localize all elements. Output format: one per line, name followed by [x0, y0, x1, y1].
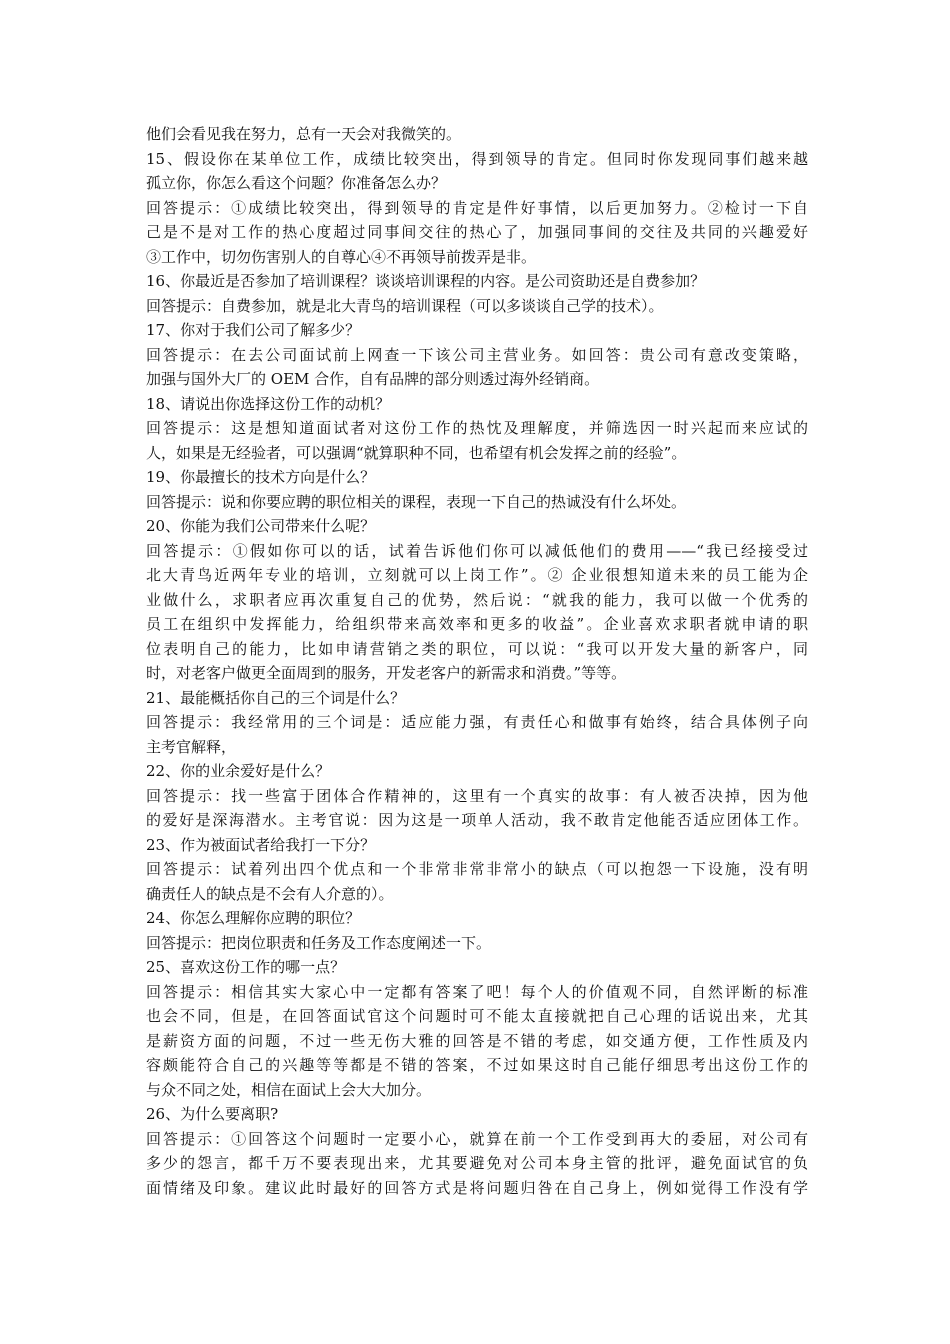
text-line: 人，如果是无经验者，可以强调“就算职种不同，也希望有机会发挥之前的经验”。: [146, 443, 687, 462]
text-line: 19、你最擅长的技术方向是什么？: [146, 468, 376, 486]
text-line: ③工作中，切勿伤害别人的自尊心④不再领导前拨弄是非。: [146, 247, 537, 266]
text-line: 的爱好是深海潜水。主考官说：因为这是一项单人活动，我不敢肯定他能否适应团体工作。: [146, 811, 808, 829]
text-line: 主考官解释，: [146, 737, 237, 756]
text-line: 回答提示：我经常用的三个词是：适应能力强，有责任心和做事有始终，结合具体例子向: [146, 713, 808, 731]
document-page: [146, 122, 808, 1200]
text-line: 回答提示：①假如你可以的话，试着告诉他们你可以减低他们的费用——“我已经接受过: [146, 541, 808, 560]
text-line: 多少的怨言，都千万不要表现出来，尤其要避免对公司本身主管的批评，避免面试官的负: [146, 1154, 808, 1172]
text-line: 业做什么，求职者应再次重复自己的优势，然后说：“就我的能力，我可以做一个优秀的: [146, 590, 808, 609]
text-line: 回答提示：这是想知道面试者对这份工作的热忱及理解度，并筛选因一时兴起而来应试的: [146, 419, 808, 437]
text-line: 回答提示：说和你要应聘的职位相关的课程，表现一下自己的热诚没有什么坏处。: [146, 492, 687, 511]
text-line: 20、你能为我们公司带来什么呢？: [146, 517, 376, 535]
text-line: 时，对老客户做更全面周到的服务，开发老客户的新需求和消费。”等等。: [146, 664, 627, 682]
text-line: 26、为什么要离职?: [146, 1105, 279, 1123]
text-line: 回答提示：把岗位职责和任务及工作态度阐述一下。: [146, 933, 492, 952]
text-line: 北大青鸟近两年专业的培训，立刻就可以上岗工作”。② 企业很想知道未来的员工能为企: [146, 566, 808, 584]
text-line: 是薪资方面的问题，不过一些无伤大雅的回答是不错的考虑，如交通方便，工作性质及内: [146, 1031, 808, 1050]
text-line: 回答提示：找一些富于团体合作精神的，这里有一个真实的故事：有人被否决掉，因为他: [146, 786, 808, 805]
text-line: 21、最能概括你自己的三个词是什么？: [146, 688, 406, 707]
text-line: 确责任人的缺点是不会有人介意的）。: [146, 884, 394, 903]
text-line: 回答提示：在去公司面试前上网查一下该公司主营业务。如回答：贵公司有意改变策略，: [146, 345, 808, 364]
text-line: 回答提示：试着列出四个优点和一个非常非常非常小的缺点（可以抱怨一下设施，没有明: [146, 860, 808, 878]
text-line: 16、你最近是否参加了培训课程？谈谈培训课程的内容。是公司资助还是自费参加？: [146, 272, 706, 290]
text-line: 23、作为被面试者给我打一下分？: [146, 835, 376, 854]
text-line: 24、你怎么理解你应聘的职位？: [146, 909, 361, 927]
text-line: 己是不是对工作的热心度超过同事间交往的热心了，加强同事间的交往及共同的兴趣爱好: [146, 223, 808, 241]
text-line: 加强与国外大厂的 OEM 合作，自有品牌的部分则透过海外经销商。: [146, 370, 600, 388]
text-line: 回答提示：①回答这个问题时一定要小心，就算在前一个工作受到再大的委屈，对公司有: [146, 1129, 808, 1148]
text-line: 18、请说出你选择这份工作的动机？: [146, 394, 391, 413]
text-line: 位表明自己的能力，比如申请营销之类的职位，可以说：“我可以开发大量的新客户，同: [146, 639, 808, 658]
text-line: 25、喜欢这份工作的哪一点？: [146, 958, 346, 976]
text-line: 15、假设你在某单位工作，成绩比较突出，得到领导的肯定。但同时你发现同事们越来越: [146, 149, 808, 168]
text-line: 孤立你，你怎么看这个问题？你准备怎么办？: [146, 174, 447, 192]
text-line: 回答提示：相信其实大家心中一定都有答案了吧！每个人的价值观不同，自然评断的标准: [146, 982, 808, 1001]
text-line: 面情绪及印象。建议此时最好的回答方式是将问题归咎在自己身上，例如觉得工作没有学: [146, 1178, 808, 1197]
text-line: 回答提示：①成绩比较突出，得到领导的肯定是件好事情，以后更加努力。②检讨一下自: [146, 198, 808, 217]
text-line: 与众不同之处，相信在面试上会大大加分。: [146, 1080, 432, 1099]
text-line: 员工在组织中发挥能力，给组织带来高效率和更多的收益”。企业喜欢求职者就申请的职: [146, 615, 808, 633]
text-line: 22、你的业余爱好是什么？: [146, 762, 331, 780]
text-line: 17、你对于我们公司了解多少？: [146, 321, 361, 339]
text-line: 容颇能符合自己的兴趣等等都是不错的答案，不过如果这时自己能仔细思考出这份工作的: [146, 1056, 808, 1074]
text-line: 回答提示：自费参加，就是北大青鸟的培训课程（可以多谈谈自己学的技术）。: [146, 296, 664, 315]
text-line: 也会不同，但是，在回答面试官这个问题时可不能太直接就把自己心理的话说出来，尤其: [146, 1007, 808, 1025]
text-line: 他们会看见我在努力，总有一天会对我微笑的。: [146, 125, 462, 143]
